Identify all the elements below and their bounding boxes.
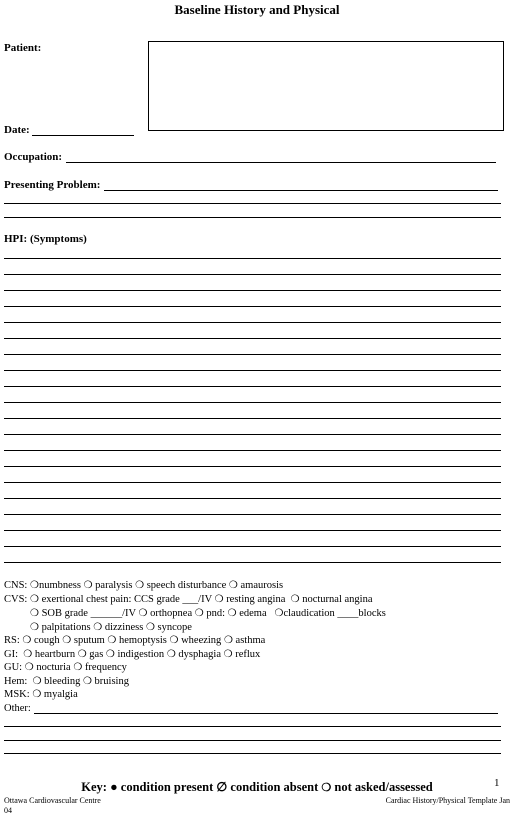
ros-item: gas xyxy=(89,649,104,660)
circle-icon[interactable]: ❍ xyxy=(32,689,42,700)
gi-row xyxy=(4,649,260,660)
ros-item: syncope xyxy=(157,622,192,633)
circle-icon[interactable]: ❍ xyxy=(135,580,145,591)
msk-row xyxy=(4,689,78,700)
occupation-label: Occupation: xyxy=(4,151,63,163)
circle-icon[interactable]: ❍ xyxy=(77,649,87,660)
circle-icon[interactable]: ❍ xyxy=(227,608,237,619)
ros-item: palpitations xyxy=(41,622,91,633)
circle-icon[interactable]: ❍ xyxy=(274,608,284,619)
hpi-line[interactable] xyxy=(4,530,501,531)
hpi-line[interactable] xyxy=(4,386,501,387)
circle-icon[interactable]: ❍ xyxy=(22,635,32,646)
key-absent: condition absent xyxy=(230,780,319,794)
rs-row xyxy=(4,635,265,646)
ros-item: dizziness xyxy=(104,622,144,633)
circle-icon[interactable]: ❍ xyxy=(145,622,155,633)
footer-organization: Ottawa Cardiovascular Centre xyxy=(4,796,101,805)
circle-icon[interactable]: ❍ xyxy=(169,635,179,646)
cns-label: CNS: xyxy=(4,580,28,591)
circle-icon[interactable]: ❍ xyxy=(105,649,115,660)
ros-item: bleeding xyxy=(44,676,81,687)
circle-icon[interactable]: ❍ xyxy=(228,580,238,591)
ros-item: nocturia xyxy=(36,662,71,673)
empty-set-icon: ∅ xyxy=(216,780,228,794)
hpi-line[interactable] xyxy=(4,274,501,275)
ros-item: hemoptysis xyxy=(119,635,167,646)
footer-year: 04 xyxy=(4,806,12,815)
circle-icon[interactable]: ❍ xyxy=(93,622,103,633)
date-label: Date: xyxy=(4,124,30,136)
hpi-line[interactable] xyxy=(4,418,501,419)
circle-icon[interactable]: ❍ xyxy=(30,608,39,619)
circle-icon[interactable]: ❍ xyxy=(24,662,34,673)
ros-item: exertional chest pain: CCS grade ___/IV xyxy=(41,594,212,605)
circle-icon[interactable]: ❍ xyxy=(32,676,42,687)
ros-item: numbness xyxy=(38,580,81,591)
circle-icon[interactable]: ❍ xyxy=(107,635,117,646)
ros-item: nocturnal angina xyxy=(302,594,373,605)
ros-item: wheezing xyxy=(181,635,222,646)
ros-item: asthma xyxy=(235,635,266,646)
cns-row xyxy=(4,580,283,591)
ros-item: sputum xyxy=(73,635,105,646)
ros-item: heartburn xyxy=(34,649,76,660)
hpi-line[interactable] xyxy=(4,338,501,339)
circle-icon[interactable]: ❍ xyxy=(138,608,148,619)
ros-item: dysphagia xyxy=(178,649,221,660)
ros-item: indigestion xyxy=(117,649,165,660)
hem-row xyxy=(4,676,129,687)
circle-icon[interactable]: ❍ xyxy=(166,649,176,660)
hpi-line[interactable] xyxy=(4,498,501,499)
date-field[interactable] xyxy=(32,135,134,136)
msk-label: MSK: xyxy=(4,689,30,700)
key-label: Key: xyxy=(81,780,107,794)
ros-item: reflux xyxy=(235,649,261,660)
presenting-problem-line[interactable] xyxy=(4,217,501,218)
cvs-row-3 xyxy=(30,622,192,633)
presenting-problem-line[interactable] xyxy=(4,203,501,204)
other-line[interactable] xyxy=(4,740,501,741)
hem-label: Hem: xyxy=(4,676,28,687)
page-title: Baseline History and Physical xyxy=(174,2,340,17)
cvs-row-1 xyxy=(4,594,373,605)
patient-box[interactable] xyxy=(148,41,504,131)
ros-item: frequency xyxy=(84,662,127,673)
hpi-line[interactable] xyxy=(4,466,501,467)
hpi-line[interactable] xyxy=(4,306,501,307)
hpi-line[interactable] xyxy=(4,514,501,515)
other-line[interactable] xyxy=(4,753,501,754)
circle-icon[interactable]: ❍ xyxy=(194,608,204,619)
patient-label: Patient: xyxy=(4,42,42,54)
ros-item: claudication ____blocks xyxy=(283,608,386,619)
circle-icon[interactable]: ❍ xyxy=(83,580,93,591)
circle-icon[interactable]: ❍ xyxy=(30,622,39,633)
hpi-line[interactable] xyxy=(4,434,501,435)
key-legend xyxy=(0,779,514,795)
cvs-label: CVS: xyxy=(4,594,28,605)
ros-item: cough xyxy=(33,635,60,646)
circle-icon[interactable]: ❍ xyxy=(82,676,92,687)
ros-item: orthopnea xyxy=(150,608,193,619)
hpi-line[interactable] xyxy=(4,370,501,371)
hpi-line[interactable] xyxy=(4,546,501,547)
occupation-field[interactable] xyxy=(66,162,496,163)
circle-icon[interactable]: ❍ xyxy=(73,662,83,673)
gu-row xyxy=(4,662,127,673)
hpi-line[interactable] xyxy=(4,450,501,451)
hpi-line[interactable] xyxy=(4,402,501,403)
circle-icon[interactable]: ❍ xyxy=(62,635,72,646)
hpi-line[interactable] xyxy=(4,322,501,323)
circle-icon: ❍ xyxy=(321,782,332,794)
footer-template-name: Cardiac History/Physical Template Jan xyxy=(385,796,510,805)
rs-label: RS: xyxy=(4,635,20,646)
circle-icon[interactable]: ❍ xyxy=(223,635,233,646)
circle-icon[interactable]: ❍ xyxy=(29,594,39,605)
other-line[interactable] xyxy=(4,726,501,727)
filled-circle-icon: ● xyxy=(110,780,118,794)
presenting-problem-field[interactable] xyxy=(104,190,498,191)
ros-item: paralysis xyxy=(95,580,133,591)
ros-item: pnd: xyxy=(206,608,226,619)
key-not-asked: not asked/assessed xyxy=(334,780,433,794)
hpi-line[interactable] xyxy=(4,482,501,483)
cvs-row-2 xyxy=(30,608,386,619)
presenting-problem-label: Presenting Problem: xyxy=(4,179,101,191)
ros-item: resting angina xyxy=(226,594,286,605)
ros-item: speech disturbance xyxy=(146,580,227,591)
ros-item: myalgia xyxy=(43,689,78,700)
circle-icon[interactable]: ❍ xyxy=(214,594,224,605)
key-present: condition present xyxy=(120,780,214,794)
ros-item: edema xyxy=(239,608,267,619)
page-number: 1 xyxy=(494,777,500,789)
circle-icon[interactable]: ❍ xyxy=(23,649,33,660)
other-label: Other: xyxy=(4,703,31,714)
gi-label: GI: xyxy=(4,649,18,660)
ros-item: bruising xyxy=(94,676,129,687)
hpi-line[interactable] xyxy=(4,290,501,291)
gu-label: GU: xyxy=(4,662,23,673)
circle-icon[interactable]: ❍ xyxy=(29,580,39,591)
other-field[interactable] xyxy=(34,713,498,714)
hpi-label: HPI: (Symptoms) xyxy=(4,233,87,245)
hpi-line[interactable] xyxy=(4,258,501,259)
hpi-line[interactable] xyxy=(4,354,501,355)
hpi-line[interactable] xyxy=(4,562,501,563)
ros-item: amaurosis xyxy=(240,580,284,591)
ros-item: SOB grade ______/IV xyxy=(41,608,136,619)
circle-icon[interactable]: ❍ xyxy=(290,594,300,605)
circle-icon[interactable]: ❍ xyxy=(223,649,233,660)
